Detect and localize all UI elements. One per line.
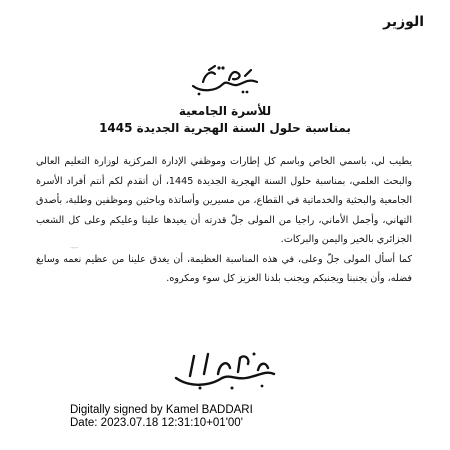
- body-paragraph: كما أسأل المولى جلّ وعلى، في هذه المناسبة العظيمة، أن يغدق علينا من عظيم نعمه وسابغ فضله، وأن يجنبنا ويجنبكم ويجنب بلدنا العزيز كل سوء ومكروه.: [36, 253, 412, 284]
- signature-line-1: Digitally signed by Kamel BADDARI: [70, 404, 253, 416]
- body-paragraph: يطيب لي، باسمي الخاص وباسم كل إطارات وموظفي الإدارة المركزية لوزارة التعليم العالي والبحث العلمي، بمناسبة حلول السنة الهجرية الجديدة 1445، أن أتقدم لكم أنتم أفراد الأسرة الجامعية والبحثية والخدماتية في القطاع، من مسيرين وأساتذة وباحثين وموظفين وطلبة، بأصدق التهاني، وأجمل الأماني، راجيا من المولى جلّ قدرته أن يعيدها علينا وعليكم وعلى كل الشعب الجزائري بالخير واليمن والبركات.: [36, 156, 412, 245]
- greeting-calligraphy-graphic: [185, 62, 265, 98]
- digital-signature: [70, 404, 253, 430]
- minister-label: الوزير: [383, 14, 424, 30]
- title-line-1: للأسرة الجامعية: [178, 104, 272, 118]
- svg-text:كل عام وأنتم بخير: كل عام وأنتم بخير: [70, 248, 78, 249]
- signature-line-2: Date: 2023.07.18 12:31:10+01'00': [70, 417, 243, 429]
- title-line-2: بمناسبة حلول السنة الهجرية الجديدة 1445: [99, 121, 351, 135]
- body-text: [36, 152, 412, 289]
- greeting-calligraphy: [0, 62, 450, 98]
